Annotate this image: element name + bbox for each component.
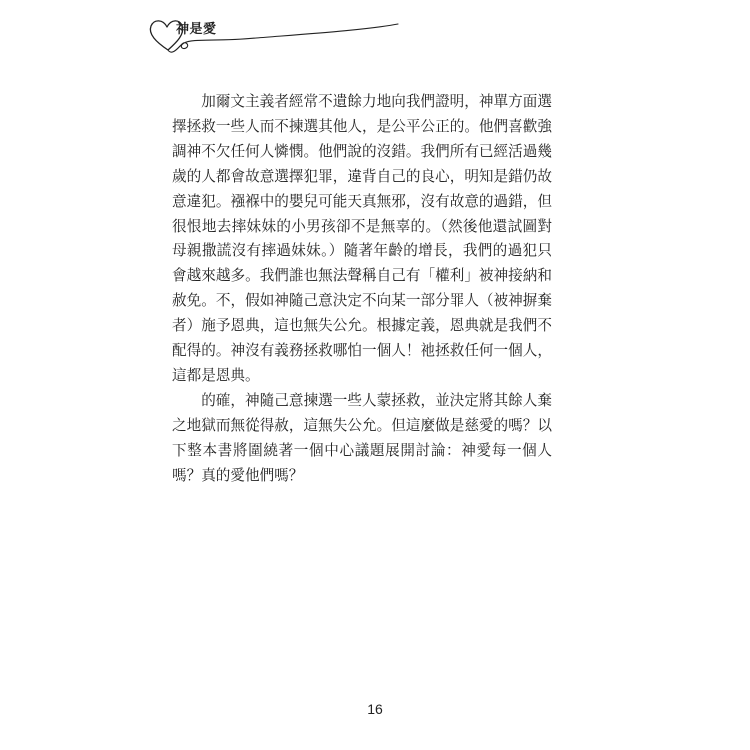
running-header [146,16,406,66]
paragraph-2: 的確，神隨己意揀選一些人蒙拯救，並決定將其餘人棄之地獄而無從得赦，這無失公允。但這麼做是慈愛的嗎？以下整本書將圍繞著一個中心議題展開討論：神愛每一個人嗎？真的愛他們嗎？ [172,391,552,484]
page-number: 16 [367,701,383,717]
chapter-title: 神是愛 [176,22,217,37]
main-text [172,90,552,489]
paragraph-1: 加爾文主義者經常不遺餘力地向我們證明，神單方面選擇拯救一些人而不揀選其他人，是公平公正的。他們喜歡強調神不欠任何人憐憫。他們說的沒錯。我們所有已經活過幾歲的人都會故意選擇犯罪，違背自己的良心，明知是錯仍故意違犯。襁褓中的嬰兒可能天真無邪，沒有故意的過錯，但很恨地去摔妹妹的小男孩卻不是無辜的。（然後他還試圖對母親撒謊沒有摔過妹妹。）隨著年齡的增長，我們的過犯只會越來越多。我們誰也無法聲稱自己有「權利」被神接納和赦免。不，假如神隨己意決定不向某一部分罪人（被神摒棄者）施予恩典，這也無失公允。根據定義，恩典就是我們不配得的。神沒有義務拯救哪怕一個人！祂拯救任何一個人，這都是恩典。 [172,93,552,384]
